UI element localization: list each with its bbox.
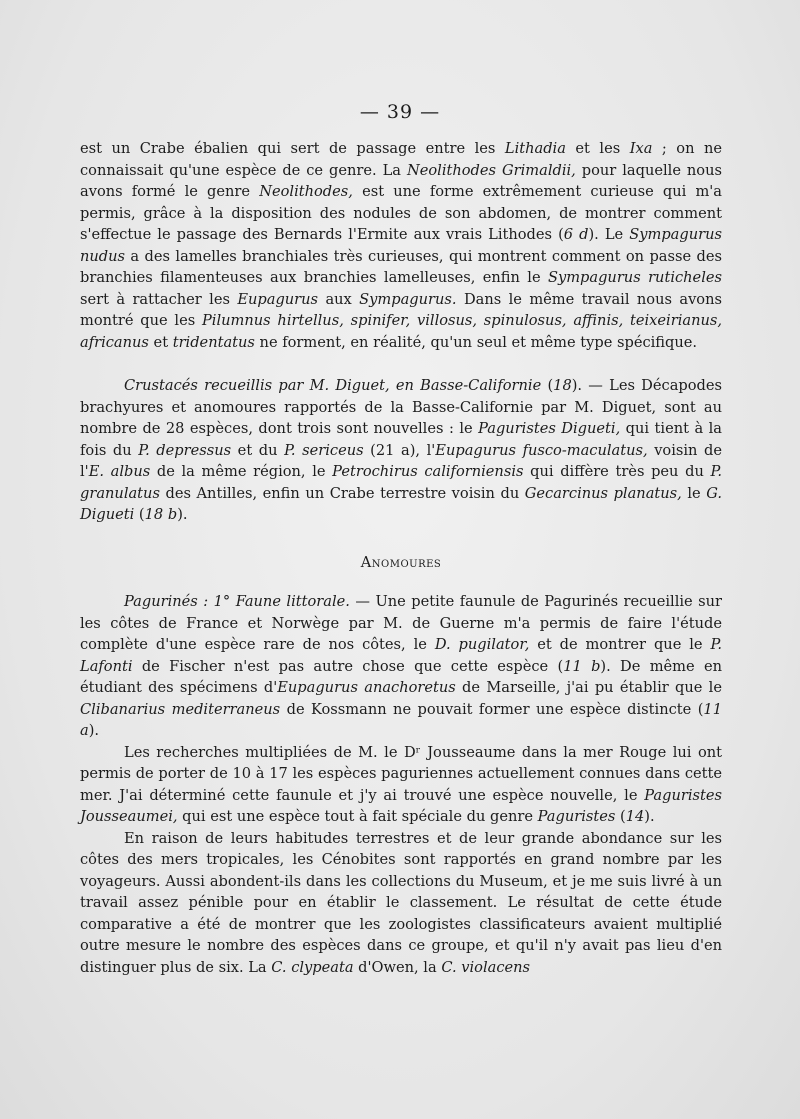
- body-text: [80, 138, 722, 978]
- page-number: — 39 —: [359, 101, 441, 123]
- paragraph-4: Les recherches multipliées de M. le Dʳ Jousseaume dans la mer Rouge lui ont permis de porter de 10 à 17 les espèces paguriennes actuellement connues dans cette mer. J'ai déterminé cette faunule et j'y ai trouvé une espèce nouvelle, le Paguristes Jousseaumei, qui est une espèce tout à fait spéciale du genre Paguristes (14).: [80, 743, 722, 825]
- section-heading: Anomoures: [360, 553, 442, 571]
- paragraph-3: Pagurinés : 1° Faune littorale. — Une petite faunule de Pagurinés recueillie sur les côtes de France et Norwège par M. de Guerne m'a permis de faire l'étude complète d'une espèce rare de nos côtes, le D. pugilator, et de montrer que le P. Lafonti de Fischer n'est pas autre chose que cette espèce (11 b). De même en étudiant des spécimens d'Eupagurus anachoretus de Marseille, j'ai pu établir que le Clibanarius mediterraneus de Kossmann ne pouvait former une espèce distincte (11 a).: [80, 593, 722, 739]
- paragraph-2: Crustacés recueillis par M. Diguet, en Basse-Californie (18). — Les Décapodes brachyures et anomoures rapportés de la Basse-Californie par M. Diguet, sont au nombre de 28 espèces, dont trois sont nouvelles : le Paguristes Digueti, qui tient à la fois du P. depressus et du P. sericeus (21 a), l'Eupagurus fusco-maculatus, voisin de l'E. albus de la même région, le Petrochirus californiensis qui diffère très peu du P. granulatus des Antilles, enfin un Crabe terrestre voisin du Gecarcinus planatus, le G. Digueti (18 b).: [80, 377, 722, 523]
- paragraph-1: est un Crabe ébalien qui sert de passage entre les Lithadia et les Ixa ; on ne connaissait qu'une espèce de ce genre. La Neolithodes Grimaldii, pour laquelle nous avons formé le genre Neolithodes, est une forme extrêmement curieuse qui m'a permis, grâce à la disposition des nodules de son abdomen, de montrer comment s'effectue le passage des Bernards l'Ermite aux vrais Lithodes (6 d). Le Sympagurus nudus a des lamelles branchiales très curieuses, qui montrent comment on passe des branchies filamenteuses aux branchies lamelleuses, enfin le Sympagurus ruticheles sert à rattacher les Eupagurus aux Sympagurus. Dans le même travail nous avons montré que les Pilumnus hirtellus, spinifer, villosus, spinulosus, affinis, teixeirianus, africanus et tridentatus ne forment, en réalité, qu'un seul et même type spécifique.: [80, 140, 723, 351]
- paragraph-5: En raison de leurs habitudes terrestres et de leur grande abondance sur les côtes des mers tropicales, les Cénobites sont rapportés en grand nombre par les voyageurs. Aussi abondent-ils dans les collections du Museum, et je me suis livré à un travail assez pénible pour en établir le classement. Le résultat de cette étude comparative a été de montrer que les zoologistes classificateurs avaient multiplié outre mesure le nombre des espèces dans ce groupe, et qu'il n'y avait pas lieu d'en distinguer plus de six. La C. clypeata d'Owen, la C. violacens: [80, 829, 722, 976]
